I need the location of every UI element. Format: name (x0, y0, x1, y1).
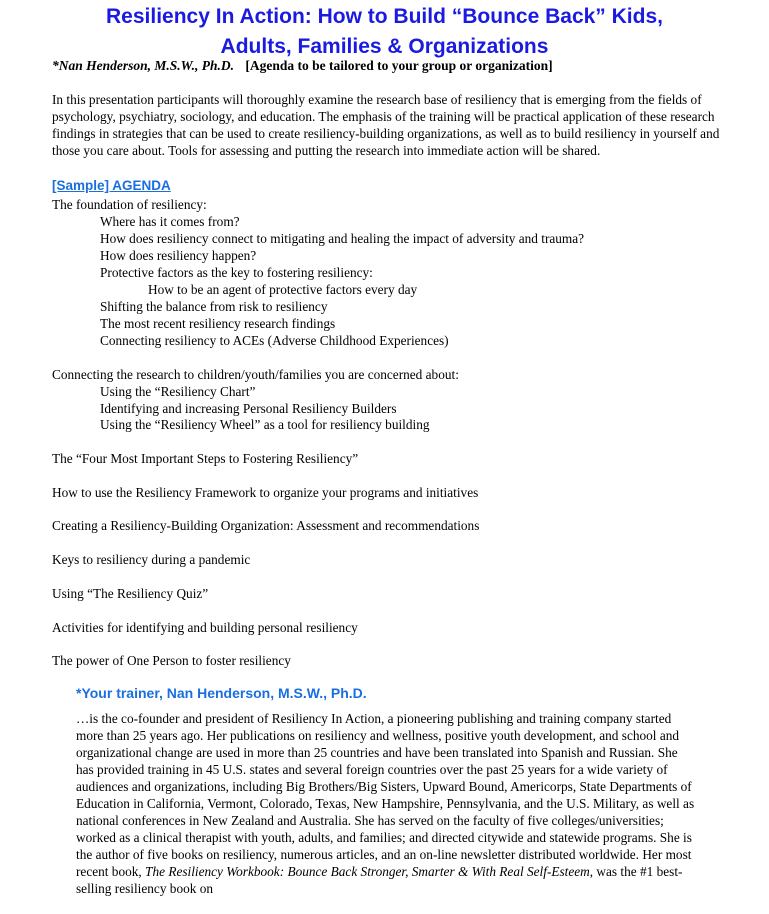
trainer-heading: *Your trainer, Nan Henderson, M.S.W., Ph.D. (76, 685, 367, 701)
agenda-topic: Using “The Resiliency Quiz” (52, 586, 209, 601)
agenda-foundation: The foundation of resiliency: (52, 197, 207, 212)
agenda-subitem: Protective factors as the key to fostering resiliency: (100, 265, 373, 280)
agenda-subitem: How does resiliency happen? (100, 248, 257, 263)
book-title: The Resiliency Workbook: Bounce Back Stronger, Smarter & With Real Self-Esteem (145, 864, 590, 879)
document-title (0, 2, 769, 62)
title-line-1: Resiliency In Action: How to Build “Bounce Back” Kids, (106, 5, 663, 28)
agenda-topic: The “Four Most Important Steps to Fostering Resiliency” (52, 451, 359, 466)
agenda-subsubitem: How to be an agent of protective factors every day (148, 282, 418, 297)
agenda-topic: Creating a Resiliency-Building Organization: Assessment and recommendations (52, 518, 480, 533)
byline (52, 58, 553, 74)
agenda-subitem: Using the “Resiliency Wheel” as a tool for resiliency building (100, 417, 430, 432)
agenda-subitem: Where has it comes from? (100, 214, 240, 229)
agenda-topic: How to use the Resiliency Framework to organize your programs and initiatives (52, 485, 479, 500)
agenda-heading[interactable]: [Sample] AGENDA (52, 178, 171, 193)
intro-paragraph: In this presentation participants will thoroughly examine the research base of resiliency that is emerging from the fields of psychology, psychiatry, sociology, and education. The emphasis of the training will be practical application of these research findings in strategies that can be used to create resiliency-building organizations, as well as to build resiliency in yourself and those you care about. Tools for assessing and putting the research into immediate action will be shared. (52, 92, 720, 158)
agenda-subitem: Shifting the balance from risk to resiliency (100, 299, 328, 314)
agenda-subitem: How does resiliency connect to mitigating and healing the impact of adversity and trauma? (100, 231, 585, 246)
author-name: *Nan Henderson, M.S.W., Ph.D. (52, 58, 235, 73)
agenda-connecting: Connecting the research to children/youth/families you are concerned about: (52, 367, 459, 382)
tailoring-note: [Agenda to be tailored to your group or organization] (245, 58, 553, 73)
agenda-subitem: Identifying and increasing Personal Resiliency Builders (100, 401, 397, 416)
trainer-bio (76, 710, 696, 897)
agenda-subitem: Using the “Resiliency Chart” (100, 384, 256, 399)
agenda-topic: Keys to resiliency during a pandemic (52, 552, 251, 567)
agenda-subitem: Connecting resiliency to ACEs (Adverse Childhood Experiences) (100, 333, 449, 348)
bio-text: …is the co-founder and president of Resiliency In Action, a pioneering publishing and training company started more than 25 years ago. Her publications on resiliency and wellness, positive youth development, and school and organizational change are used in more than 25 countries and have been translated into Spanish and Russian. She has provided training in 45 U.S. states and several foreign countries over the past 25 years for a wide variety of audiences and organizations, including Big Brothers/Big Sisters, Upward Bound, Americorps, State Departments of Education in California, Vermont, Colorado, Texas, New Hampshire, Pennsylvania, and the U.S. Military, as well as national conferences in New Zealand and Australia. She has served on the faculty of five colleges/universities; worked as a clinical therapist with youth, adults, and families; and directed citywide and statewide programs. She is the author of five books on resiliency, numerous articles, and an on-line newsletter distributed worldwide. Her most recent book, (76, 711, 695, 879)
bio-text-end: , was the #1 best-selling resiliency book on (76, 864, 683, 896)
agenda-topic: The power of One Person to foster resiliency (52, 653, 291, 668)
title-line-2: Adults, Families & Organizations (220, 35, 549, 58)
agenda-topic: Activities for identifying and building personal resiliency (52, 620, 358, 635)
agenda-subitem: The most recent resiliency research findings (100, 316, 336, 331)
